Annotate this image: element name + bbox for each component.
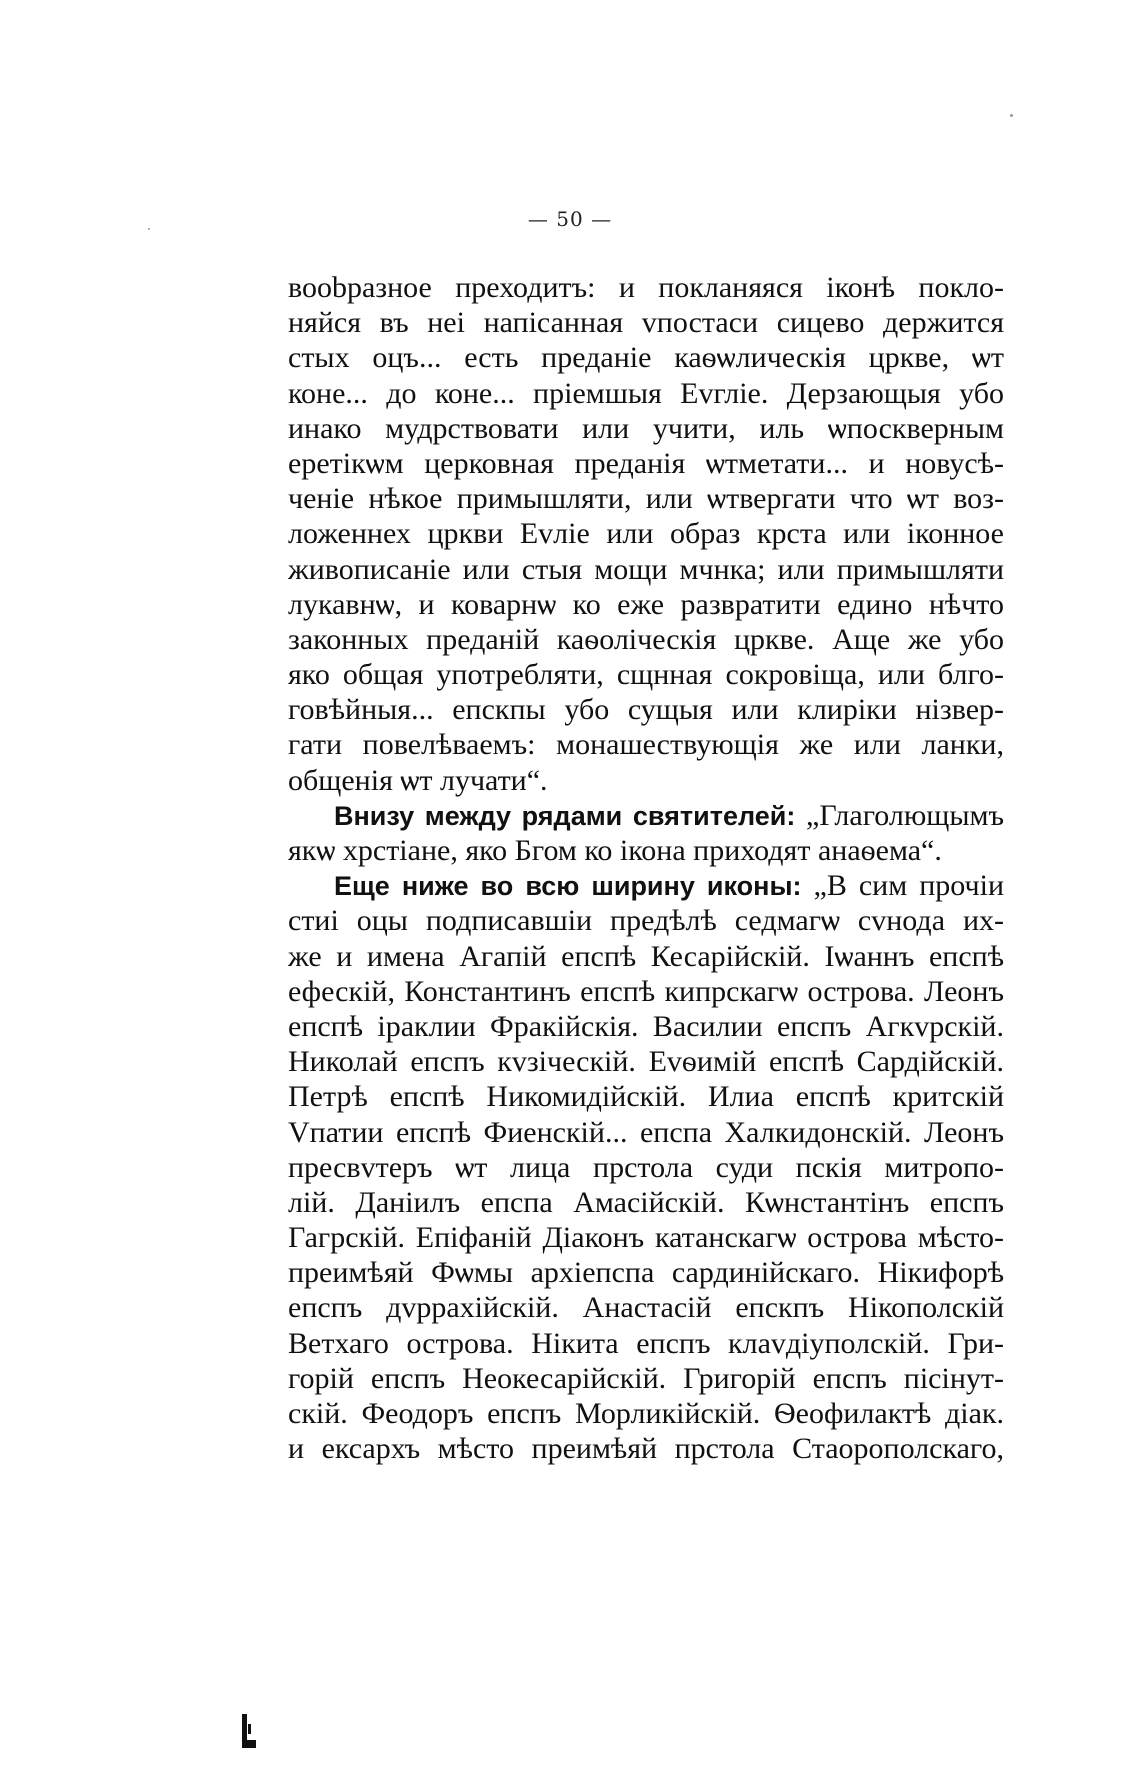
text-line: еретікѡм церковная преданія ѡтметати... и новусѣ- [288, 446, 1004, 480]
text-line: говѣйныя... епскпы убо сущыя или клиріки нізвер- [288, 693, 1004, 727]
paragraph-3-first-line [288, 868, 1004, 903]
text-line: ефескій, Константинъ епспѣ кипрскагѡ острова. Леонъ [288, 974, 1004, 1008]
text-line: ложеннех цркви Еvліе или образ крста или іконное [288, 517, 1004, 551]
text-line: законных преданій каѳоліческія цркве. Аще же убо [288, 622, 1004, 656]
text-line: и ексархъ мѣсто преимѣяй прстола Стаорополскаго, [288, 1432, 1004, 1466]
text-line: Николай епспъ кvзіческій. Еvѳимій епспѣ Сардійскій. [288, 1045, 1004, 1079]
text-line: лій. Даніилъ епспа Амасійскій. Кѡнстантінъ епспъ [288, 1185, 1004, 1219]
text-line: же и имена Агапій епспѣ Кесарійскій. Іѡаннъ епспѣ [288, 939, 1004, 973]
text-line: стиі оцы подписавшіи предѣлѣ седмагѡ сvнода их- [288, 904, 1004, 938]
text-line: ченіе нѣкое примышляти, или ѡтвергати что ѡт воз- [288, 482, 1004, 516]
text-line: лукавнѡ, и коварнѡ ко еже развратити едино нѣчто [288, 587, 1004, 621]
body-text [288, 270, 1004, 1466]
text-line: общенія ѡт лучати“. [288, 763, 548, 797]
text-line: вооbразное преходитъ: и покланяяся іконѣ покло- [288, 271, 1004, 304]
paragraph-2-lead: Внизу между рядами святителей: [334, 800, 796, 831]
paragraph-2-quote-start: „Глаголющымъ [795, 798, 1004, 832]
text-line: гати повелѣваемъ: монашествующія же или ланки, [288, 728, 1004, 762]
text-line: живописаніе или стыя мощи мчнка; или примышляти [288, 552, 1004, 586]
text-line: яко общая употребляти, сщнная сокровіща, или блго- [288, 658, 1004, 692]
text-line: пресвvтеръ ѡт лица прстола суди пскія митропо- [288, 1150, 1004, 1184]
text-line: коне... до коне... пріемшыя Еvгліе. Дерзающыя убо [288, 376, 1004, 410]
text-line: Vпатии епспѣ Фиенскій... епспа Халкидонскій. Леонъ [288, 1115, 1004, 1149]
text-line: няйся въ неі напісанная vпостаси сицево держится [288, 306, 1004, 340]
page-number: — 50 — [527, 207, 613, 231]
text-line: Гагрскій. Епіфаній Діаконъ катанскагѡ острова мѣсто- [288, 1221, 1004, 1255]
text-line: Петрѣ епспѣ Никомидійскій. Илиа епспѣ критскій [288, 1080, 1004, 1114]
text-line: преимѣяй Фѡмы архіепспа сардинійскаго. Нікифорѣ [288, 1256, 1004, 1290]
text-line: стых оцъ... есть преданіе каѳѡлическія цркве, ѡт [288, 341, 1004, 375]
print-mark [240, 1710, 258, 1752]
paragraph-3-lead: Еще ниже во всю ширину иконы: [334, 871, 802, 902]
text-line: якѡ хрстіане, яко Бгом ко ікона приходят анаѳема“. [288, 834, 942, 867]
text-line: епспѣ іраклии Фракійскія. Василии епспъ Агкvрскій. [288, 1009, 1004, 1043]
text-line: скій. Феодоръ епспъ Морликійскій. Ѳеофилактѣ діак. [288, 1397, 1004, 1430]
paper-speck [148, 228, 150, 230]
text-line: епспъ дvррахійскій. Анастасій епскпъ Нікополскій [288, 1291, 1004, 1325]
text-line: инако мудрствовати или учити, иль ѡпоскверным [288, 411, 1004, 445]
text-line: Ветхаго острова. Нікита епспъ клаvдіуполскій. Гри- [288, 1326, 1004, 1360]
paper-speck [1010, 114, 1013, 117]
text-line: горій епспъ Неокесарійскій. Григорій епспъ пісінут- [288, 1361, 1004, 1395]
paragraph-3-quote-start: „В сим прочіи [801, 869, 1004, 903]
paragraph-2-first-line [288, 798, 1004, 833]
